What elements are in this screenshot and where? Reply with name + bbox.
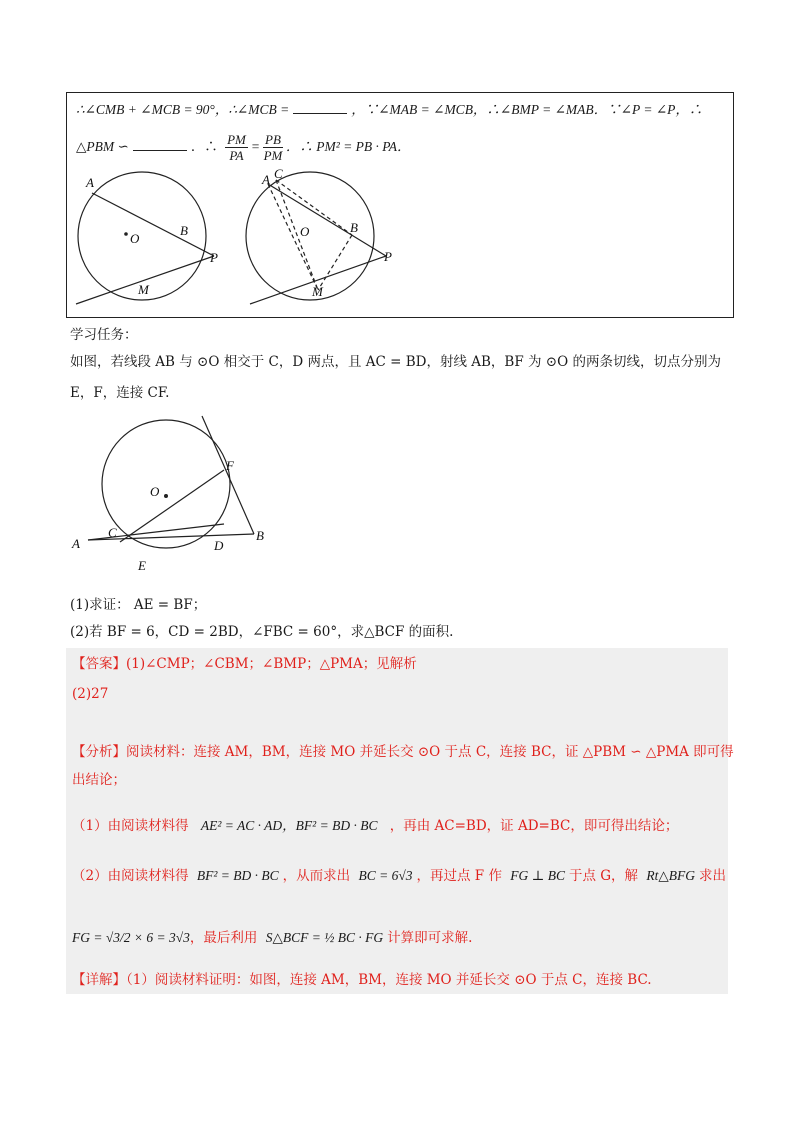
label-o-fig1: O <box>130 231 140 246</box>
step-2-text-d: 于点 G，解 <box>568 868 639 884</box>
step-2-text-b: ，从而求出 <box>282 868 351 884</box>
label-o-fig2: O <box>300 224 310 239</box>
label-e-task: E <box>138 558 146 573</box>
fill-blank-2[interactable] <box>133 138 187 151</box>
answer-line-1 <box>72 654 417 674</box>
analysis-step-1 <box>72 816 678 836</box>
reading-line-2-part-3: ．∴ PM² = PB · PA． <box>285 139 411 154</box>
answer-part-1: (1)∠CMP；∠CBM；∠BMP；△PMA；见解析 <box>126 656 417 672</box>
question-1: (1)求证： AE = BF； <box>70 597 207 613</box>
task-line-1: 如图，若线段 AB 与 ⊙O 相交于 C，D 两点，且 AC = BD，射线 AB，BF 为 ⊙O 的两条切线，切点分别为 <box>70 354 721 370</box>
step-2-formula-3: FG ⊥ BC <box>510 868 565 883</box>
task-heading: 学习任务： <box>70 327 138 343</box>
analysis-label: 【分析】 <box>72 744 126 760</box>
detail-line <box>72 970 652 990</box>
label-m-fig1: M <box>138 282 149 297</box>
label-c-fig2: C <box>274 166 283 181</box>
label-b-task: B <box>256 528 264 543</box>
dashed-cb-fig2 <box>276 180 352 235</box>
dashed-bm-fig2 <box>318 235 352 290</box>
label-o-task: O <box>150 484 160 499</box>
label-m-fig2: M <box>312 284 323 299</box>
reading-line-2-part-1: △PBM ∽ <box>76 139 129 154</box>
analysis-step-2 <box>72 866 726 886</box>
fraction-2-numerator: PB <box>265 132 281 147</box>
label-a-fig1: A <box>86 175 94 190</box>
circle-o-fig2 <box>246 172 374 300</box>
reading-line-2 <box>76 132 411 163</box>
fraction-2-denominator: PM <box>263 148 283 163</box>
detail-label: 【详解】 <box>72 972 126 988</box>
equals-sign: = <box>250 139 261 154</box>
step-2-formula-4: Rt△BFG <box>646 868 695 883</box>
answer-label: 【答案】 <box>72 656 126 672</box>
task-figure <box>64 414 284 578</box>
center-dot-fig1 <box>124 232 128 236</box>
label-p-fig1: P <box>210 250 218 265</box>
reading-line-2-part-2: ．∴ <box>190 139 218 155</box>
step-3-formula-2: S△BCF = ½ BC · FG <box>265 930 384 945</box>
label-p-fig2: P <box>384 249 392 264</box>
detail-text: （1）阅读材料证明：如图，连接 AM，BM，连接 MO 并延长交 ⊙O 于点 C，连接 BC. <box>126 972 652 988</box>
center-dot-task <box>164 494 168 498</box>
label-a-task: A <box>72 536 80 551</box>
tangent-bf-ray <box>202 416 254 534</box>
step-2-text-c: ，再过点 F 作 <box>416 868 502 884</box>
reading-line-1-part-1: ∴∠CMB + ∠MCB = 90°，∴∠MCB = <box>76 102 290 117</box>
analysis-line-1 <box>72 742 734 762</box>
analysis-text-1: 阅读材料：连接 AM，BM，连接 MO 并延长交 ⊙O 于点 C，连接 BC，证 △PBM ∽ △PMA 即可得 <box>126 744 734 760</box>
reading-line-1-part-2: ，∵∠MAB = ∠MCB，∴∠BMP = ∠MAB．∵∠P = ∠P，∴ <box>351 102 703 117</box>
analysis-text-2: 出结论； <box>72 772 126 788</box>
step-3-formula-1: FG = √3/2 × 6 = 3√3 <box>72 930 190 945</box>
step-2-intro: （2）由阅读材料得 <box>72 868 189 884</box>
dashed-cm-fig2 <box>276 180 318 290</box>
step-1-formula: AE² = AC · AD，BF² = BD · BC <box>200 818 378 833</box>
fraction-1-denominator: PA <box>229 148 244 163</box>
label-f-task: F <box>226 458 234 473</box>
step-2-text-e: 求出 <box>698 868 726 884</box>
step-3-text-b: 计算即可求解. <box>387 930 473 946</box>
label-a-fig2: A <box>262 172 270 187</box>
step-1-conclusion: ，再由 AC=BD，证 AD=BC，即可得出结论； <box>389 818 679 834</box>
secant-ap-fig1 <box>92 193 214 256</box>
label-b-fig1: B <box>180 223 188 238</box>
label-b-fig2: B <box>350 220 358 235</box>
fraction-pm-pa <box>225 132 248 163</box>
circle-o-task <box>102 420 230 548</box>
step-2-formula-2: BC = 6√3 <box>358 868 413 883</box>
step-3-text-a: ，最后利用 <box>189 930 258 946</box>
analysis-step-3 <box>72 928 472 948</box>
fill-blank-1[interactable] <box>293 101 347 114</box>
reading-figure-1 <box>70 170 240 310</box>
reading-line-1 <box>76 100 702 120</box>
reading-figure-2 <box>240 166 410 310</box>
secant-ap-fig2 <box>268 184 386 256</box>
label-c-task: C <box>108 525 117 540</box>
fraction-pb-pm <box>263 132 283 163</box>
fraction-1-numerator: PM <box>227 132 246 147</box>
task-line-2: E，F，连接 CF. <box>70 385 170 401</box>
step-2-formula-1: BF² = BD · BC <box>196 868 279 883</box>
step-1-intro: （1）由阅读材料得 <box>72 818 189 834</box>
question-2: (2)若 BF = 6，CD = 2BD，∠FBC = 60°，求△BCF 的面积. <box>70 624 454 640</box>
answer-part-2: (2)27 <box>72 686 109 702</box>
label-d-task: D <box>214 538 224 553</box>
